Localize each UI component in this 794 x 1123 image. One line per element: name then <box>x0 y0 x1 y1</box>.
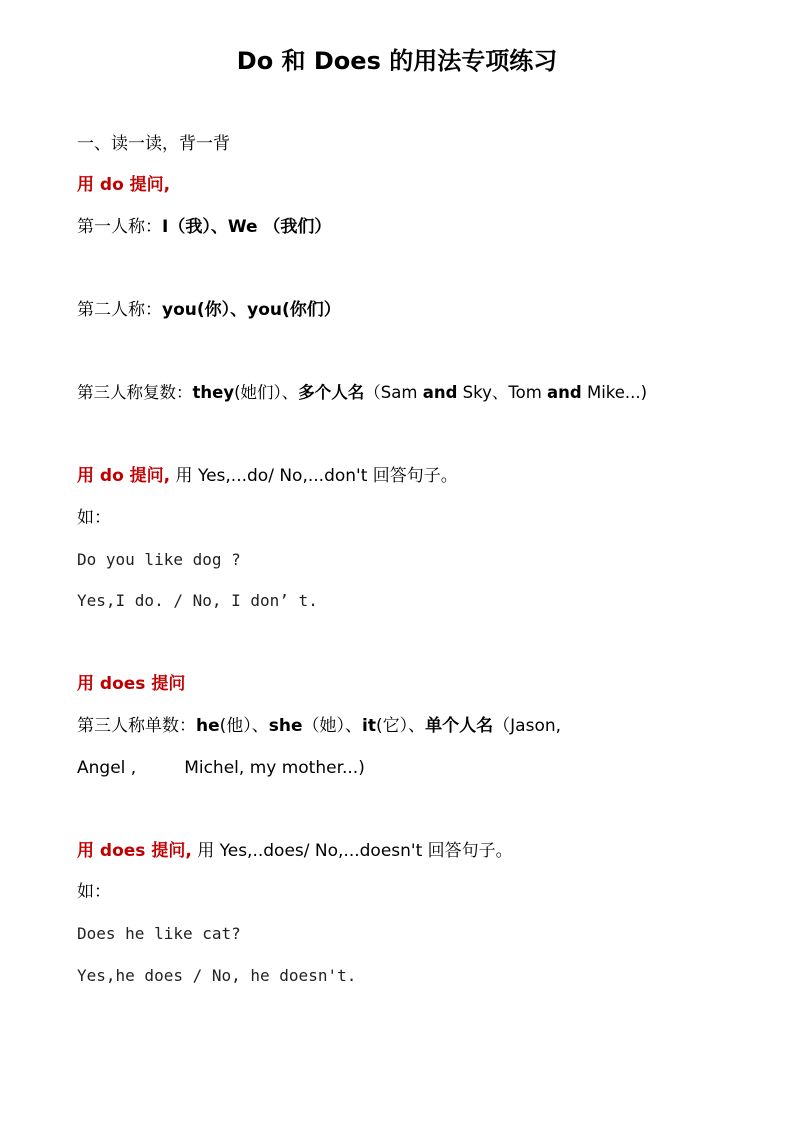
singular-names-rest: Michel, my mother...) <box>184 758 365 778</box>
do-answer-text: 用 Yes,...do/ No,...don't 回答句子。 <box>170 466 458 486</box>
singular-names-start: （Jason, <box>493 716 562 736</box>
it-cn: (它）、 <box>376 716 426 736</box>
does-heading: 用 does 提问 <box>77 674 186 694</box>
example1-answer: Yes,I do. / No, I don’ t. <box>77 591 318 610</box>
she-word: she <box>268 716 303 736</box>
plural-names-part2: Sky、Tom <box>457 383 548 402</box>
he-cn: (他）、 <box>219 716 269 736</box>
he-word: he <box>196 716 220 736</box>
section-heading: 一、读一读，背一背 <box>77 134 230 154</box>
first-person-value: I（我）、We （我们） <box>162 217 332 237</box>
do-answer-line <box>77 465 458 487</box>
third-plural-line <box>77 382 647 404</box>
she-cn: （她）、 <box>302 716 363 736</box>
they-cn: (她们）、 <box>234 383 299 402</box>
does-answer-text: 用 Yes,..does/ No,...doesn't 回答句子。 <box>191 841 513 861</box>
third-singular-line <box>77 715 561 737</box>
third-plural-label: 第三人称复数： <box>77 383 193 402</box>
example2-question: Does he like cat? <box>77 924 241 943</box>
third-singular-line-2 <box>77 757 365 779</box>
first-person-line <box>77 216 331 238</box>
example1-label: 如： <box>77 508 111 528</box>
does-answer-line <box>77 840 513 862</box>
singular-names-label: 单个人名 <box>425 716 494 736</box>
page-title: Do 和 Does 的用法专项练习 <box>236 47 558 75</box>
second-person-line <box>77 299 341 321</box>
they-word: they <box>192 383 235 402</box>
do-heading: 用 do 提问, <box>77 175 171 195</box>
third-singular-label: 第三人称单数： <box>77 716 196 736</box>
and-word-1: and <box>422 383 458 402</box>
example2-label: 如： <box>77 882 111 902</box>
does-answer-heading: 用 does 提问, <box>77 841 192 861</box>
and-word-2: and <box>547 383 582 402</box>
singular-names-angel: Angel , <box>77 758 137 778</box>
it-word: it <box>362 716 377 736</box>
second-person-label: 第二人称： <box>77 300 162 320</box>
plural-names-part3: Mike...) <box>581 383 648 402</box>
plural-names-part1: （Sam <box>364 383 423 402</box>
example1-question: Do you like dog ? <box>77 550 241 569</box>
do-answer-heading: 用 do 提问, <box>77 466 171 486</box>
first-person-label: 第一人称： <box>77 217 162 237</box>
plural-names-label: 多个人名 <box>298 383 365 402</box>
example2-answer: Yes,he does / No, he doesn't. <box>77 966 357 985</box>
second-person-value: you(你）、you(你们） <box>162 300 341 320</box>
